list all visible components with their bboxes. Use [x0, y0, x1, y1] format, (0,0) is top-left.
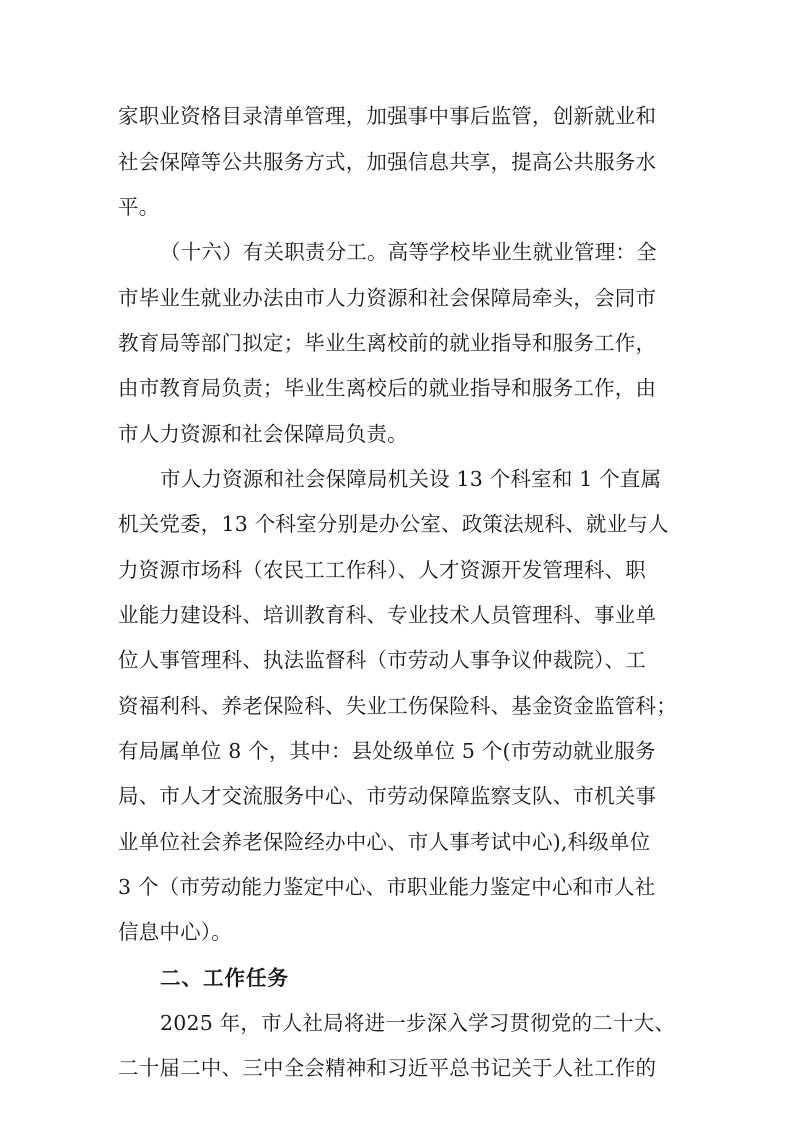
paragraph-start: 市人力资源和社会保障局机关设 13 个科室和 1 个直属	[160, 467, 662, 491]
body-text-line: 由市教育局负责；毕业生离校后的就业指导和服务工作，由	[118, 376, 657, 400]
body-text-line: 市毕业生就业办法由市人力资源和社会保障局牵头，会同市	[118, 286, 657, 310]
body-text-line: 市人力资源和社会保障局负责。	[118, 422, 408, 446]
body-text-line: 位人事管理科、执法监督科（市劳动人事争议仲裁院）、工	[118, 648, 646, 672]
section-16-paragraph-start: （十六）有关职责分工。高等学校毕业生就业管理：全	[160, 240, 657, 264]
body-text-line: 家职业资格目录清单管理，加强事中事后监管，创新就业和	[118, 104, 657, 128]
body-text-line: 信息中心）。	[118, 920, 232, 944]
body-text-line: 资福利科、养老保险科、失业工伤保险科、基金资金监管科；	[118, 694, 677, 718]
paragraph-start: 2025 年，市人社局将进一步深入学习贯彻党的二十大、	[160, 1011, 676, 1035]
body-text-line: 3 个（市劳动能力鉴定中心、市职业能力鉴定中心和市人社	[118, 875, 656, 899]
body-text-line: 业单位社会养老保险经办中心、市人事考试中心),科级单位	[118, 830, 651, 854]
body-text-line: 教育局等部门拟定；毕业生离校前的就业指导和服务工作，	[118, 331, 657, 355]
body-text-line: 局、市人才交流服务中心、市劳动保障监察支队、市机关事	[118, 784, 657, 808]
body-text-line: 平。	[118, 195, 160, 219]
body-text-line: 机关党委，13 个科室分别是办公室、政策法规科、就业与人	[118, 512, 669, 536]
section-heading: 二、工作任务	[160, 966, 289, 990]
body-text-line: 力资源市场科（农民工工作科）、人才资源开发管理科、职	[118, 558, 646, 582]
body-text-line: 二十届二中、三中全会精神和习近平总书记关于人社工作的	[118, 1056, 657, 1080]
body-text-line: 有局属单位 8 个，其中：县处级单位 5 个(市劳动就业服务	[118, 739, 656, 763]
body-text-line: 业能力建设科、培训教育科、专业技术人员管理科、事业单	[118, 603, 657, 627]
body-text-line: 社会保障等公共服务方式，加强信息共享，提高公共服务水	[118, 150, 657, 174]
